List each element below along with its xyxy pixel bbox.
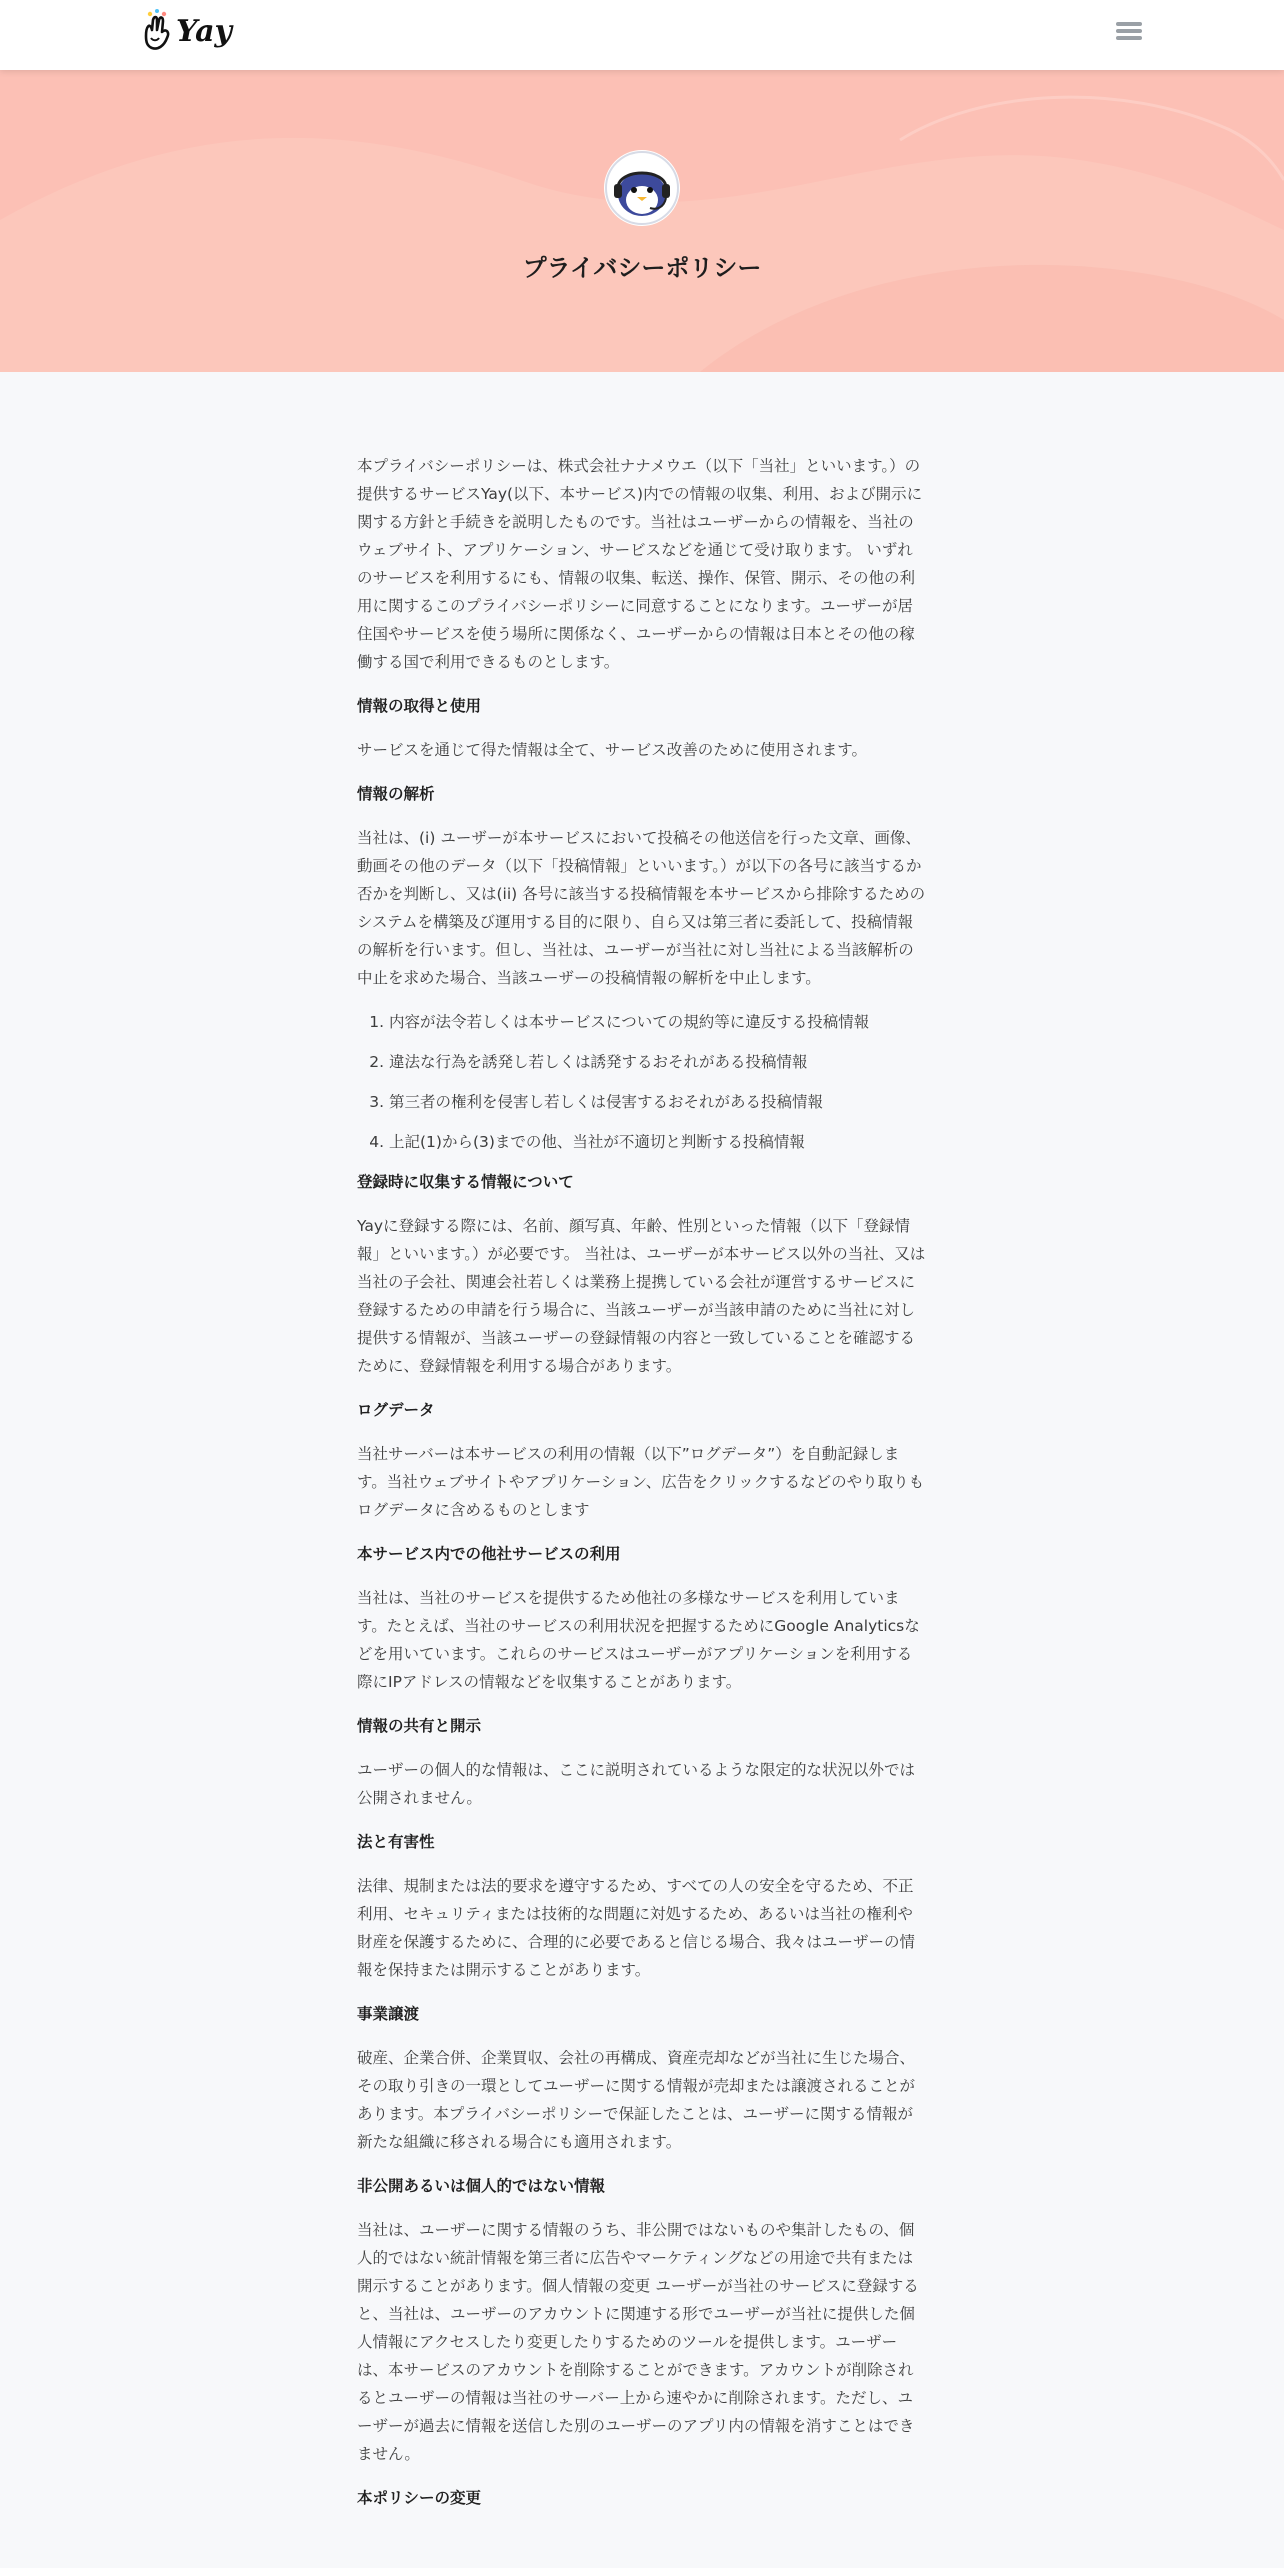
section-body-third-party-services: 当社は、当社のサービスを提供するため他社の多様なサービスを利用しています。たとえば、当社のサービスの利用状況を把握するためにGoogle Analyticsなどを用いています。これらのサービスはユーザーがアプリケーションを利用する際にIPアドレスの情報などを収集することがあります。 xyxy=(357,1589,920,1691)
hamburger-bar xyxy=(1116,36,1142,40)
list-item: 2. 違法な行為を誘発し若しくは誘発するおそれがある投稿情報 xyxy=(389,1048,927,1076)
section-heading-registration-info: 登録時に収集する情報について xyxy=(357,1173,574,1191)
section-body-non-personal-info: 当社は、ユーザーに関する情報のうち、非公開ではないものや集計したもの、個人的ではない統計情報を第三者に広告やマーケティングなどの用途で共有または開示することがあります。個人情報の変更 ユーザーが当社のサービスに登録すると、当社は、ユーザーのアカウントに関連する形でユーザーが当社に提供した個人情報にアクセスしたり変更したりするためのツールを提供します。ユーザーは、本サービスのアカウントを削除することができます。アカウントが削除されるとユーザーの情報は当社のサーバー上から速やかに削除されます。ただし、ユーザーが過去に情報を送信した別のユーザーのアプリ内の情報を消すことはできません。 xyxy=(357,2221,919,2463)
hamburger-bar xyxy=(1116,29,1142,33)
section-heading-non-personal-info: 非公開あるいは個人的ではない情報 xyxy=(357,2177,606,2195)
section-heading-sharing-disclosure: 情報の共有と開示 xyxy=(357,1717,482,1735)
policy-content xyxy=(357,452,927,2528)
section-body-law-harm: 法律、規制または法的要求を遵守するため、すべての人の安全を守るため、不正利用、セキュリティまたは技術的な問題に対処するため、あるいは当社の権利や財産を保護するために、合理的に必要であると信じる場合、我々はユーザーの情報を保持または開示することがあります。 xyxy=(357,1877,916,1979)
list-item: 1. 内容が法令若しくは本サービスについての規約等に違反する投稿情報 xyxy=(389,1008,927,1036)
section-heading-info-acquisition: 情報の取得と使用 xyxy=(357,697,482,715)
list-item: 3. 第三者の権利を侵害し若しくは侵害するおそれがある投稿情報 xyxy=(389,1088,927,1116)
section-body-registration-info: Yayに登録する際には、名前、顔写真、年齢、性別といった情報（以下「登録情報」といいます。）が必要です。 当社は、ユーザーが本サービス以外の当社、又は当社の子会社、関連会社若しくは業務上提携している会社が運営するサービスに登録するための申請を行う場合に、当該ユーザーが当該申請のために当社に対し提供する情報が、当該ユーザーの登録情報の内容と一致していることを確認するために、登録情報を利用する場合があります。 xyxy=(357,1217,926,1375)
top-header xyxy=(0,0,1284,70)
hamburger-menu-button[interactable] xyxy=(1110,18,1150,52)
section-heading-law-harm: 法と有害性 xyxy=(357,1833,435,1851)
section-body-business-transfer: 破産、企業合併、企業買収、会社の再構成、資産売却などが当社に生じた場合、その取り引きの一環としてユーザーに関する情報が売却または譲渡されることがあります。本プライバシーポリシーで保証したことは、ユーザーに関する情報が新たな組織に移される場合にも適用されます。 xyxy=(357,2049,916,2151)
section-body-info-analysis: 当社は、(i) ユーザーが本サービスにおいて投稿その他送信を行った文章、画像、動画その他のデータ（以下「投稿情報」といいます。）が以下の各号に該当するか否かを判断し、又は(ii) 各号に該当する投稿情報を本サービスから排除するためのシステムを構築及び運用する目的に限り、自ら又は第三者に委託して、投稿情報の解析を行います。但し、当社は、ユーザーが当社に対し当社による当該解析の中止を求めた場合、当該ユーザーの投稿情報の解析を中止します。 xyxy=(357,829,926,987)
section-heading-log-data: ログデータ xyxy=(357,1401,435,1419)
section-heading-third-party-services: 本サービス内での他社サービスの利用 xyxy=(357,1545,621,1563)
hero-banner xyxy=(0,70,1284,372)
section-body-sharing-disclosure: ユーザーの個人的な情報は、ここに説明されているような限定的な状況以外では公開されません。 xyxy=(357,1761,916,1807)
section-body-log-data: 当社サーバーは本サービスの利用の情報（以下”ログデータ”）を自動記録します。当社ウェブサイトやアプリケーション、広告をクリックするなどのやり取りもログデータに含めるものとします xyxy=(357,1445,925,1519)
section-heading-info-analysis: 情報の解析 xyxy=(357,785,435,803)
section-body-info-acquisition: サービスを通じて得た情報は全て、サービス改善のために使用されます。 xyxy=(357,741,867,759)
logo-text: Yay xyxy=(176,14,232,49)
section-heading-business-transfer: 事業譲渡 xyxy=(357,2005,420,2023)
penguin-headset-avatar-icon xyxy=(604,150,680,226)
analysis-criteria-list xyxy=(357,1008,927,1156)
intro-paragraph: 本プライバシーポリシーは、株式会社ナナメウエ（以下「当社」といいます。）の提供するサービスYay(以下、本サービス)内での情報の収集、利用、および開示に関する方針と手続きを説明したものです。当社はユーザーからの情報を、当社のウェブサイト、アプリケーション、サービスなどを通じて受け取ります。 いずれのサービスを利用するにも、情報の収集、転送、操作、保管、開示、その他の利用に関するこのプライバシーポリシーに同意することになります。ユーザーが居住国やサービスを使う場所に関係なく、ユーザーからの情報は日本とその他の稼働する国で利用できるものとします。 xyxy=(357,457,923,671)
hamburger-menu-icon xyxy=(1116,22,1142,26)
page-title: プライバシーポリシー xyxy=(522,254,762,282)
list-item: 4. 上記(1)から(3)までの他、当社が不適切と判断する投稿情報 xyxy=(389,1128,927,1156)
yay-logo[interactable] xyxy=(140,8,236,62)
mascot-avatar xyxy=(604,150,680,226)
section-heading-policy-changes: 本ポリシーの変更 xyxy=(357,2489,482,2507)
